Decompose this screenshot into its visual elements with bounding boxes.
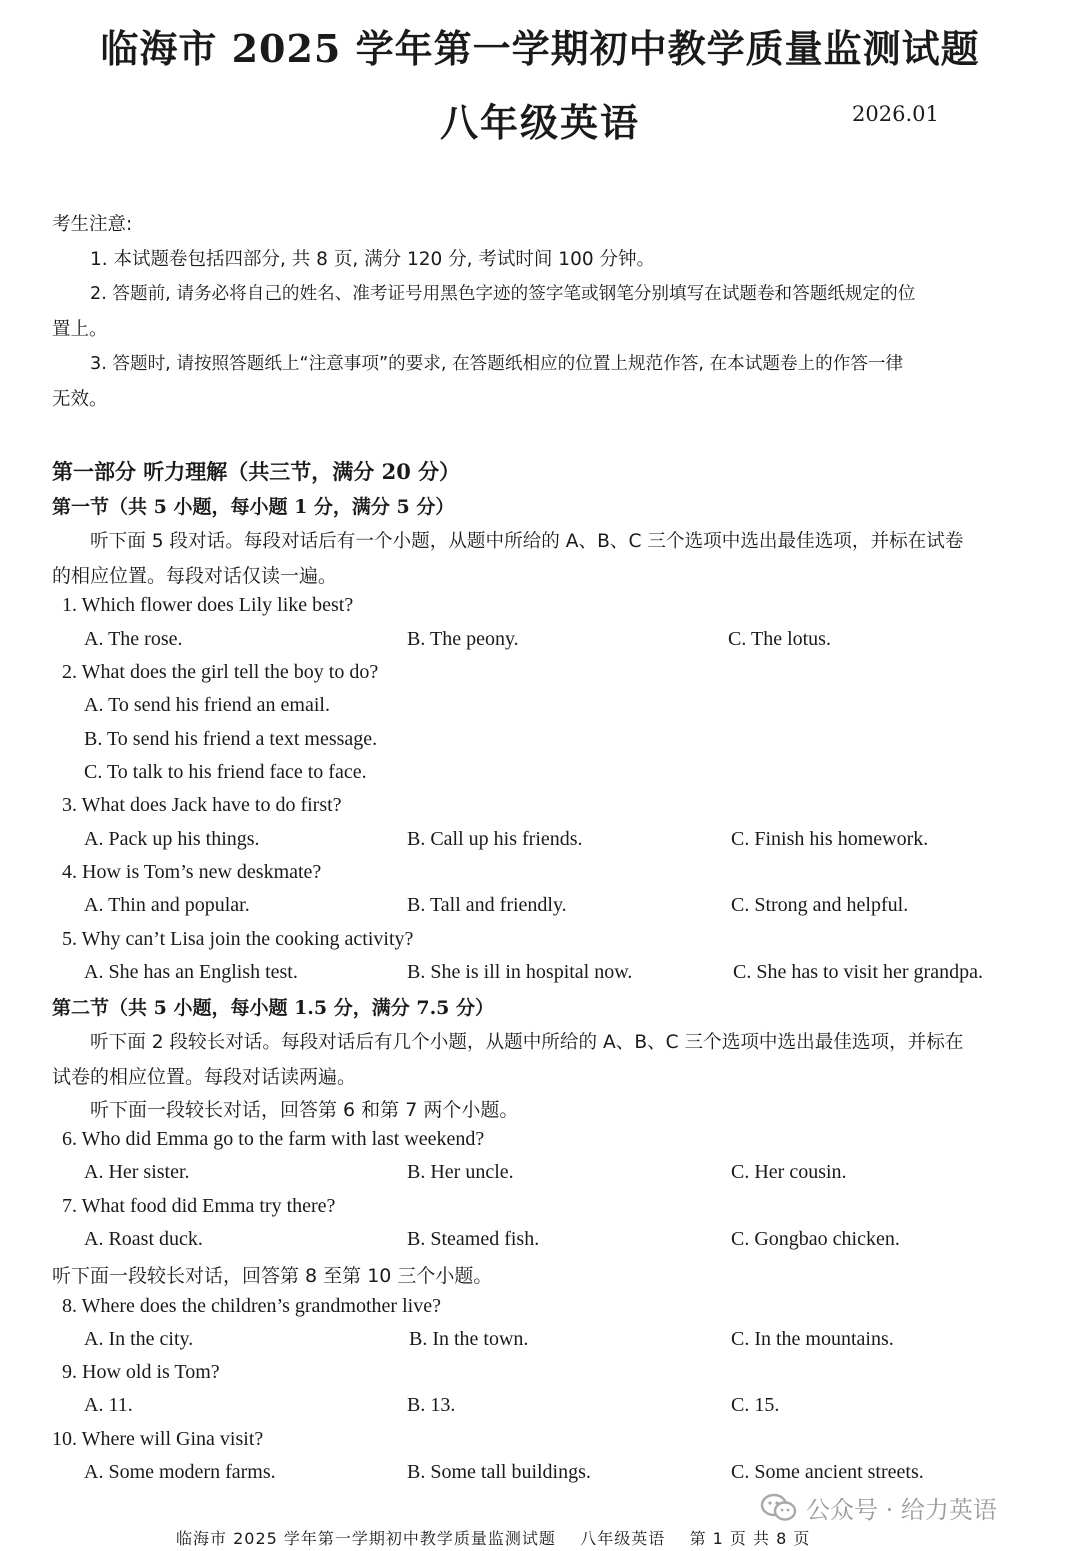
section-instructions: 的相应位置。每段对话仅读一遍。 (52, 565, 338, 587)
page-footer: 临海市 2025 学年第一学期初中教学质量监测试题 八年级英语 第 1 页 共 8 页 (176, 1529, 811, 1548)
question-stem: 7. What food did Emma try there? (62, 1195, 336, 1217)
option-c: C. Finish his homework. (731, 828, 929, 850)
question-stem: 8. Where does the children’s grandmother live? (62, 1295, 441, 1317)
question-stem: 6. Who did Emma go to the farm with last weekend? (62, 1128, 485, 1150)
option-b: B. To send his friend a text message. (84, 728, 378, 750)
exam-subtitle: 八年级英语 (439, 100, 640, 145)
option-c: C. The lotus. (728, 628, 831, 650)
watermark (760, 1490, 997, 1525)
exam-date: 2026.01 (852, 102, 939, 126)
option-c: C. 15. (731, 1394, 780, 1416)
question-stem: 9. How old is Tom? (62, 1361, 220, 1383)
option-b: B. She is ill in hospital now. (407, 961, 633, 983)
notice-line: 3. 答题时, 请按照答题纸上“注意事项”的要求, 在答题纸相应的位置上规范作答, 在本试题卷上的作答一律 (90, 354, 904, 374)
section-title: 第二节（共 5 小题，每小题 1.5 分，满分 7.5 分） (52, 997, 495, 1019)
option-a: A. To send his friend an email. (84, 694, 330, 716)
section-title: 第一节（共 5 小题，每小题 1 分，满分 5 分） (52, 496, 455, 518)
option-b: B. 13. (407, 1394, 456, 1416)
exam-title: 临海市 2025 学年第一学期初中教学质量监测试题 (100, 26, 980, 71)
option-b: B. The peony. (407, 628, 519, 650)
question-stem: 2. What does the girl tell the boy to do? (62, 661, 379, 683)
notice-line: 无效。 (52, 389, 108, 410)
notice-line: 2. 答题前, 请务必将自己的姓名、准考证号用黑色字迹的签字笔或钢笔分别填写在试题卷和答题纸规定的位 (90, 284, 916, 304)
wechat-icon (760, 1492, 798, 1524)
option-a: A. Roast duck. (84, 1228, 203, 1250)
option-c: C. To talk to his friend face to face. (84, 761, 367, 783)
option-a: A. Her sister. (84, 1161, 190, 1183)
option-b: B. Steamed fish. (407, 1228, 540, 1250)
notice-line: 1. 本试题卷包括四部分, 共 8 页, 满分 120 分, 考试时间 100 分钟。 (90, 249, 655, 270)
option-b: B. In the town. (409, 1328, 529, 1350)
option-a: A. Pack up his things. (84, 828, 260, 850)
option-c: C. She has to visit her grandpa. (733, 961, 983, 983)
option-b: B. Call up his friends. (407, 828, 583, 850)
option-a: A. She has an English test. (84, 961, 298, 983)
section-instructions: 试卷的相应位置。每段对话读两遍。 (52, 1066, 357, 1088)
option-b: B. Tall and friendly. (407, 894, 567, 916)
option-b: B. Her uncle. (407, 1161, 514, 1183)
option-a: A. 11. (84, 1394, 133, 1416)
notice-heading: 考生注意: (52, 214, 133, 235)
option-a: A. Some modern farms. (84, 1461, 276, 1483)
question-stem: 10. Where will Gina visit? (52, 1428, 264, 1450)
option-b: B. Some tall buildings. (407, 1461, 591, 1483)
watermark-text: 公众号 · 给力英语 (806, 1496, 997, 1524)
option-a: A. Thin and popular. (84, 894, 250, 916)
section-instructions: 听下面一段较长对话，回答第 8 至第 10 三个小题。 (52, 1265, 493, 1287)
question-stem: 5. Why can’t Lisa join the cooking activity? (62, 928, 414, 950)
question-stem: 3. What does Jack have to do first? (62, 794, 342, 816)
option-c: C. Some ancient streets. (731, 1461, 924, 1483)
option-c: C. In the mountains. (731, 1328, 894, 1350)
section-instructions: 听下面 5 段对话。每段对话后有一个小题，从题中所给的 A、B、C 三个选项中选出最佳选项，并标在试卷 (90, 531, 964, 552)
question-stem: 1. Which flower does Lily like best? (62, 594, 354, 616)
option-a: A. The rose. (84, 628, 183, 650)
section-instructions: 听下面一段较长对话，回答第 6 和第 7 两个小题。 (90, 1099, 519, 1121)
option-c: C. Gongbao chicken. (731, 1228, 900, 1250)
option-a: A. In the city. (84, 1328, 194, 1350)
section-instructions: 听下面 2 段较长对话。每段对话后有几个小题，从题中所给的 A、B、C 三个选项中选出最佳选项，并标在 (90, 1032, 964, 1053)
question-stem: 4. How is Tom’s new deskmate? (62, 861, 322, 883)
part-title: 第一部分 听力理解（共三节，满分 20 分） (52, 459, 461, 484)
notice-line: 置上。 (52, 319, 108, 340)
option-c: C. Strong and helpful. (731, 894, 909, 916)
option-c: C. Her cousin. (731, 1161, 847, 1183)
